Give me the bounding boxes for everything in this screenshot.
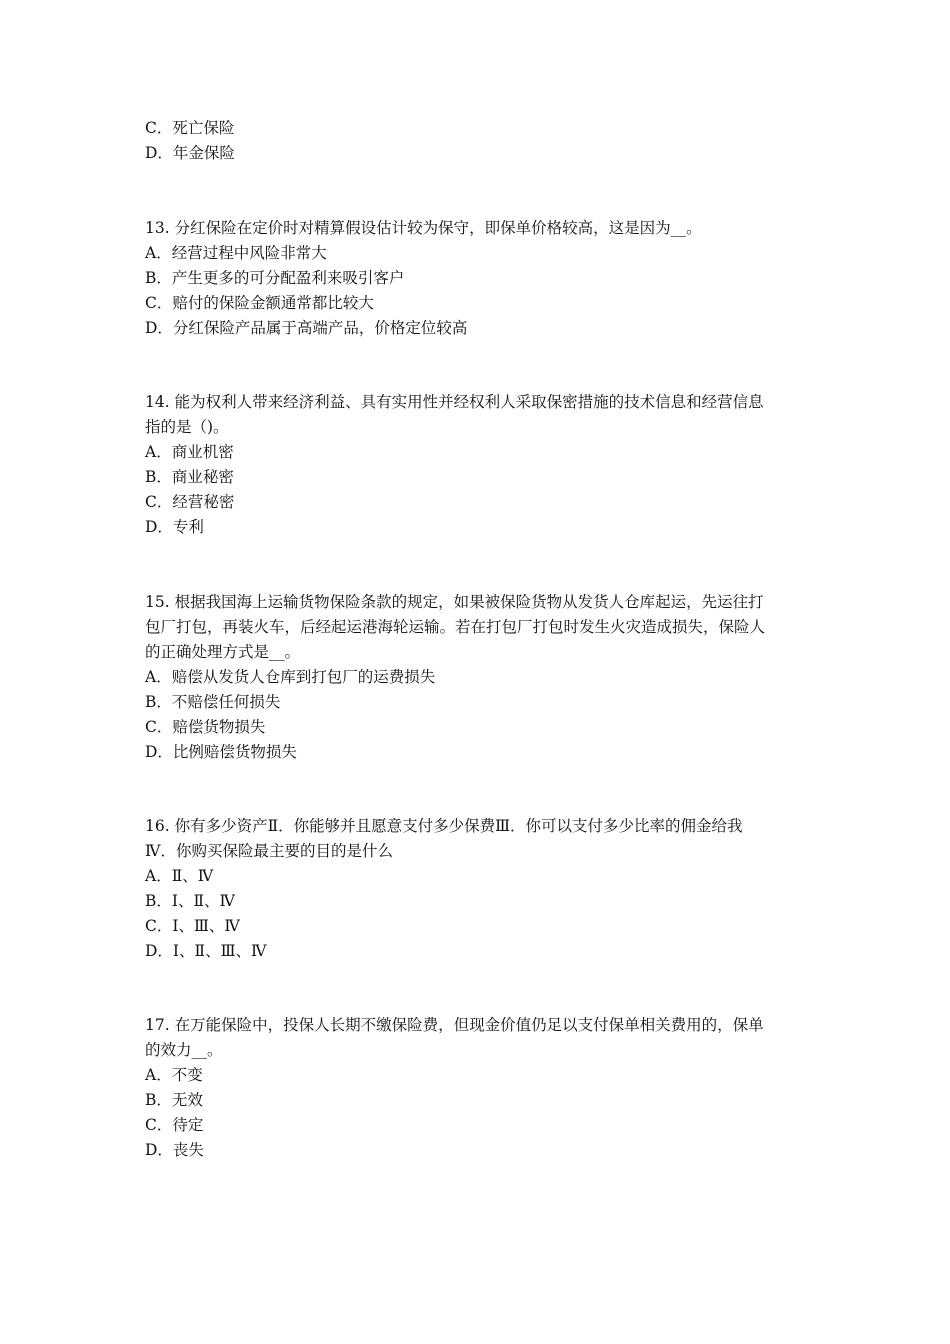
option-a: A．Ⅱ、Ⅳ (145, 867, 214, 885)
question-stem: 指的是（)。 (145, 418, 229, 436)
option-c: C．赔偿货物损失 (145, 718, 266, 736)
option-a: A．经营过程中风险非常大 (145, 244, 327, 262)
question-stem: 的正确处理方式是__。 (145, 643, 301, 661)
option-b: B．无效 (145, 1091, 203, 1109)
option-b: B．Ⅰ、Ⅱ、Ⅳ (145, 892, 236, 910)
option-c: C．Ⅰ、Ⅲ、Ⅳ (145, 917, 240, 935)
option-c: C．赔付的保险金额通常都比较大 (145, 294, 374, 312)
option-b: B．商业秘密 (145, 468, 234, 486)
option-c: C．经营秘密 (145, 493, 235, 511)
question-stem: 的效力__。 (145, 1041, 223, 1059)
question-stem: 14. 能为权利人带来经济利益、具有实用性并经权利人采取保密措施的技术信息和经营信息 (145, 393, 764, 411)
option-a: A．不变 (145, 1066, 203, 1084)
option-d: D．分红保险产品属于高端产品，价格定位较高 (145, 319, 468, 337)
question-stem: 包厂打包，再装火车，后经起运港海轮运输。若在打包厂打包时发生火灾造成损失，保险人 (145, 618, 766, 636)
question-stem: Ⅳ．你购买保险最主要的目的是什么 (145, 842, 393, 860)
option-c: C．死亡保险 (145, 119, 235, 137)
option-d: D．Ⅰ、Ⅱ、Ⅲ、Ⅳ (145, 942, 267, 960)
option-b: B．产生更多的可分配盈利来吸引客户 (145, 269, 405, 287)
option-d: D．丧失 (145, 1141, 204, 1159)
option-a: A．商业机密 (145, 443, 234, 461)
option-b: B．不赔偿任何损失 (145, 693, 281, 711)
question-stem: 15. 根据我国海上运输货物保险条款的规定，如果被保险货物从发货人仓库起运，先运往打 (145, 593, 764, 611)
question-stem: 16. 你有多少资产Ⅱ．你能够并且愿意支付多少保费Ⅲ．你可以支付多少比率的佣金给我 (145, 817, 743, 835)
option-a: A．赔偿从发货人仓库到打包厂的运费损失 (145, 668, 436, 686)
option-d: D．专利 (145, 518, 204, 536)
question-stem: 17. 在万能保险中，投保人长期不缴保险费，但现金价值仍足以支付保单相关费用的，保单 (145, 1016, 764, 1034)
option-c: C．待定 (145, 1116, 204, 1134)
option-d: D．年金保险 (145, 144, 235, 162)
question-stem: 13. 分红保险在定价时对精算假设估计较为保守，即保单价格较高，这是因为__。 (145, 219, 702, 237)
option-d: D．比例赔偿货物损失 (145, 743, 297, 761)
